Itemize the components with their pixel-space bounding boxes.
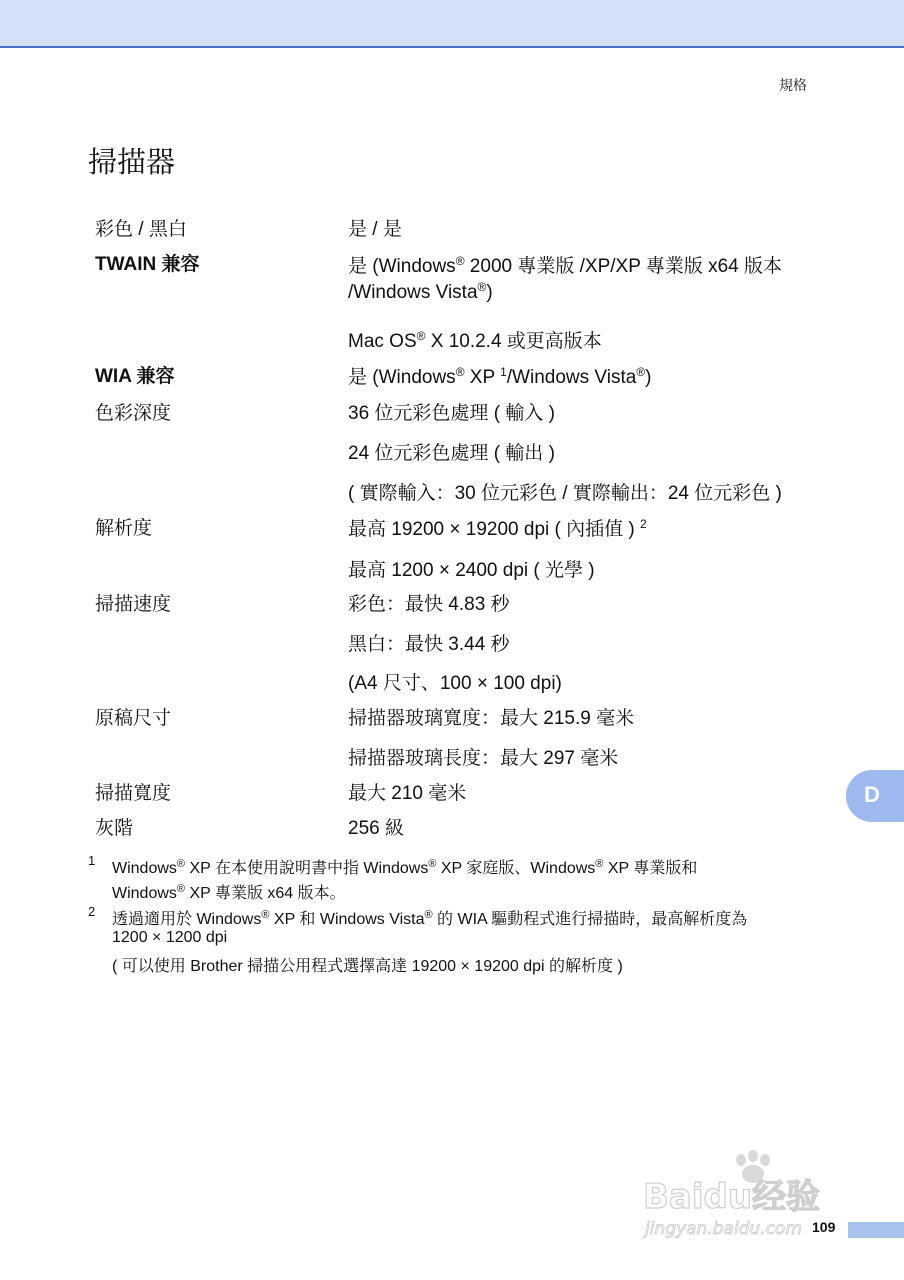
- spec-value-doc-size-line1: 掃描器玻璃寬度：最大 215.9 毫米: [348, 708, 635, 729]
- page-number-bar: [848, 1222, 904, 1238]
- footnote-1-line2: Windows® XP 專業版 x64 版本。: [112, 883, 346, 902]
- footnote-number-2: 2: [88, 904, 96, 919]
- spec-label-speed: 掃描速度: [95, 594, 172, 615]
- spec-value-speed-line3: (A4 尺寸、100 × 100 dpi): [348, 673, 562, 694]
- chapter-tab[interactable]: [846, 770, 904, 822]
- baidu-watermark: [643, 1150, 853, 1250]
- chapter-tab-letter: D: [864, 782, 880, 807]
- spec-value-depth-line2: 24 位元彩色處理 ( 輸出 ): [348, 443, 555, 464]
- spec-value-grayscale: 256 級: [348, 818, 404, 839]
- spec-value-twain-line3: Mac OS® X 10.2.4 或更高版本: [348, 329, 602, 352]
- spec-value-depth-line1: 36 位元彩色處理 ( 輸入 ): [348, 403, 555, 424]
- page-title: 掃描器: [88, 147, 176, 179]
- spec-value-resolution-line1: 最高 19200 × 19200 dpi ( 內插值 ) $^2$: [348, 517, 647, 540]
- spec-label-wia: WIA 兼容: [95, 366, 175, 387]
- spec-label-depth: 色彩深度: [95, 403, 172, 424]
- running-head: 規格: [779, 77, 807, 93]
- spec-label-grayscale: 灰階: [95, 818, 134, 839]
- spec-label-color-mono: 彩色 / 黑白: [95, 219, 187, 240]
- watermark-url: jingyan.baidu.com: [645, 1219, 802, 1239]
- spec-value-resolution-line2: 最高 1200 × 2400 dpi ( 光學 ): [348, 560, 595, 581]
- header-rule: [0, 46, 904, 48]
- spec-value-scan-width: 最大 210 毫米: [348, 783, 467, 804]
- footnote-2-line3: ( 可以使用 Brother 掃描公用程式選擇高達 19200 × 19200 dpi 的解析度 ): [112, 958, 623, 975]
- spec-value-depth-line3: ( 實際輸入：30 位元彩色 / 實際輸出：24 位元彩色 ): [348, 483, 782, 504]
- spec-label-scan-width: 掃描寬度: [95, 783, 172, 804]
- header-band: [0, 0, 904, 46]
- watermark-brand: Baidu经验: [643, 1177, 821, 1217]
- footnote-1-line1: Windows® XP 在本使用說明書中指 Windows® XP 家庭版、Windows® XP 專業版和: [112, 858, 698, 877]
- footnote-ref-1: 1: [500, 365, 507, 379]
- spec-value-doc-size-line2: 掃描器玻璃長度：最大 297 毫米: [348, 748, 619, 769]
- spec-label-resolution: 解析度: [95, 518, 153, 539]
- spec-value-twain-line1: 是 (Windows® 2000 專業版 /XP/XP 專業版 x64 版本: [348, 254, 783, 277]
- spec-value-speed-line1: 彩色：最快 4.83 秒: [348, 594, 510, 615]
- spec-value-twain-line2: /Windows Vista®): [348, 280, 493, 303]
- spec-label-doc-size: 原稿尺寸: [95, 708, 172, 729]
- spec-value-color-mono: 是 / 是: [348, 219, 402, 240]
- footnote-2-line1: 透過適用於 Windows® XP 和 Windows Vista® 的 WIA 驅動程式進行掃描時，最高解析度為: [112, 909, 748, 928]
- spec-value-speed-line2: 黑白：最快 3.44 秒: [348, 634, 510, 655]
- footnote-2-line2: 1200 × 1200 dpi: [112, 929, 228, 946]
- footnote-ref-2: 2: [640, 517, 647, 531]
- spec-value-wia: 是 (Windows® XP $^1$/Windows Vista®): [348, 365, 652, 388]
- spec-label-twain: TWAIN 兼容: [95, 254, 200, 275]
- page-number: 109: [812, 1219, 836, 1235]
- footnote-number-1: 1: [88, 853, 96, 868]
